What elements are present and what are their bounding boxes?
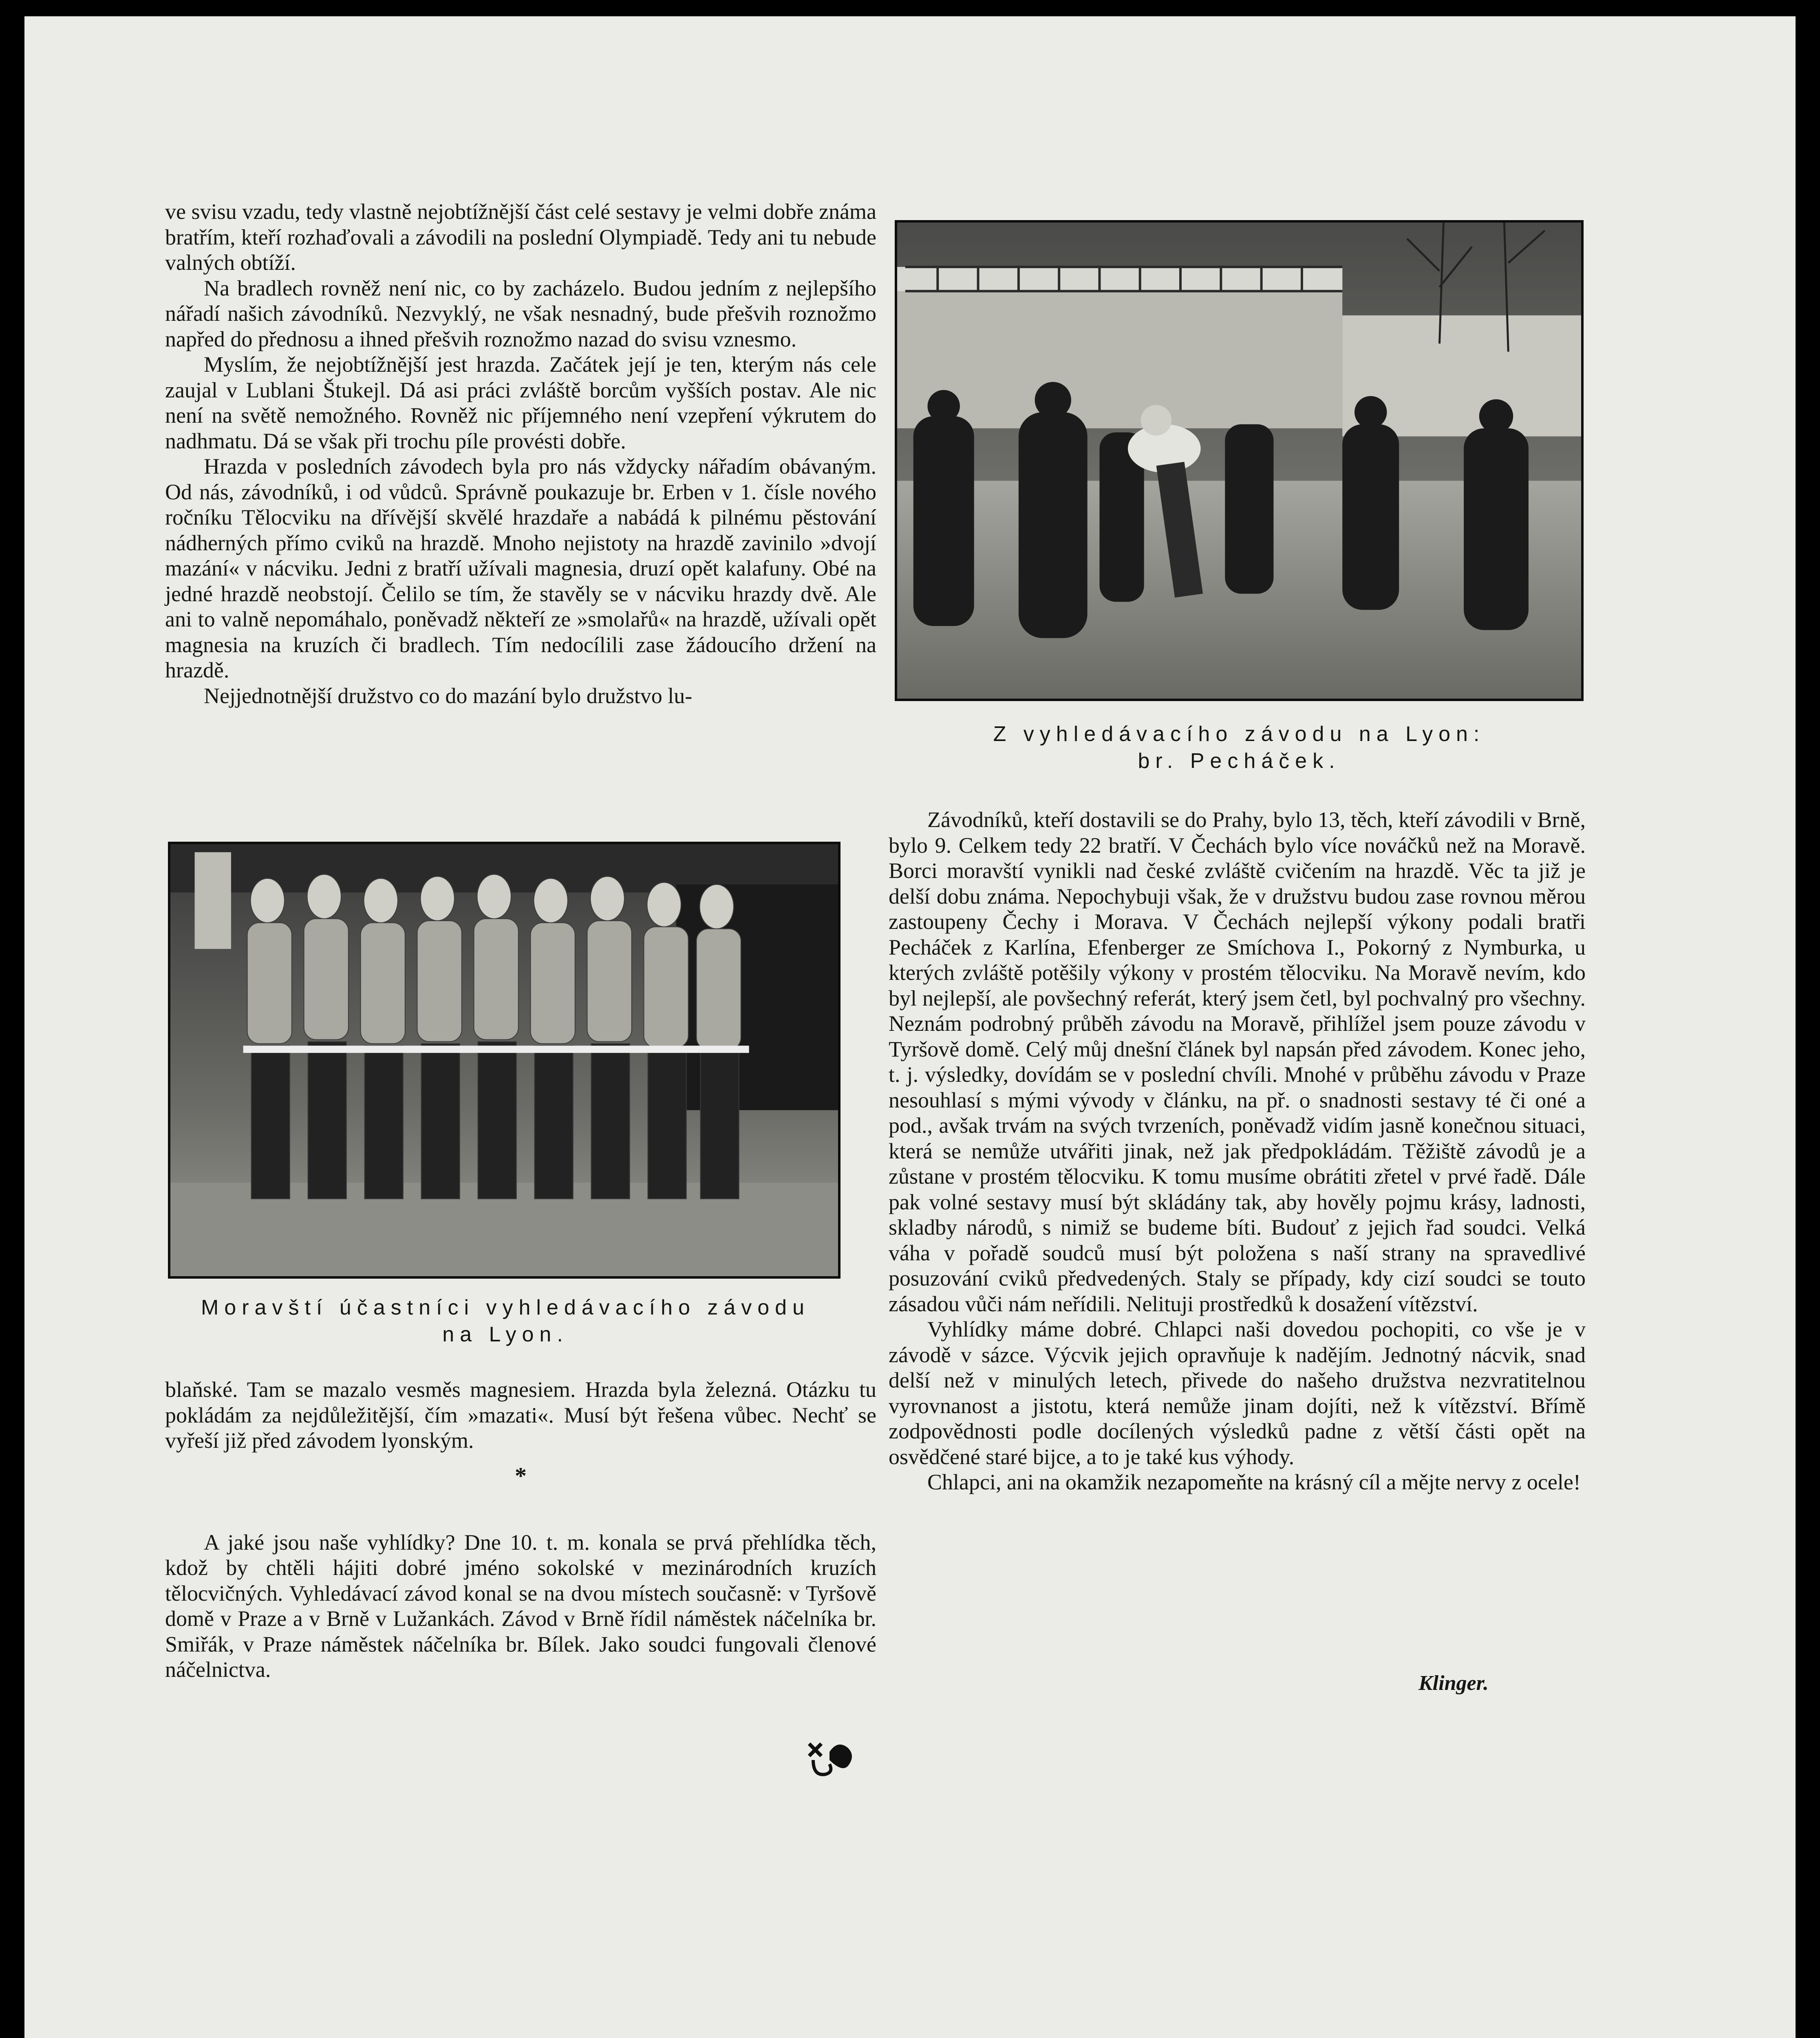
team-photo-caption <box>159 1294 852 1348</box>
section-asterisk: * <box>515 1462 527 1489</box>
paragraph: A jaké jsou naše vyhlídky? Dne 10. t. m. konala se prvá přehlídka těch, kdož by chtěli hájiti dobré jméno sokolské v mezinárodních kruzích tělocvičných. Vyhledávací závod konal se na dvou místech současně: v Tyršově domě v Praze a v Brně v Lužankách. Závod v Brně řídil náměstek náčelníka br. Smiřák, v Praze náměstek náčelníka br. Bílek. Jako soudci fungovali členové náčelnictva. <box>165 1530 876 1682</box>
exercise-photo-illustration <box>897 223 1581 699</box>
paragraph: Hrazda v posledních závodech byla pro nás vždycky nářadím obávaným. Od nás, závodníků, i od vůdců. Správně poukazuje br. Erben v 1. čísle nového ročníku Tělocviku na dřívější skvělé hrazdaře a nabádá k pilnému pěstování nádherných přímo cviků na hrazdě. Mnoho nejistoty na hrazdě zavinilo »dvojí mazání« v nácviku. Jedni z bratří užívali magnesia, druzí opět kalafuny. Obé na jedné hrazdě neobstojí. Čelilo se tím, že stavěly se v nácviku hrazdy dvě. Ale ani to valně nepomáhalo, poněvadž někteří ze »smolařů« na hrazdě, užívali opět magnesia na kruzích či bradlech. Tím nedocílili zase žádoucího držení na hrazdě. <box>165 454 876 682</box>
paragraph: Vyhlídky máme dobré. Chlapci naši dovedou pochopiti, co vše je v závodě v sázce. Výcvik jejich opravňuje k nadějím. Jednotný nácvik, snad delší než v minulých letech, přivede do našeho družstva nezvratitelnou vyrovnanost a jistotu, která nemůže jinam dojíti, než k vítězství. Břímě zodpovědnosti podle docílených výsledků padne z větší části opět na osvědčené staré bijce, a to je také kus výhody. <box>889 1317 1586 1469</box>
paragraph: ve svisu vzadu, tedy vlastně nejobtížnější část celé sestavy je velmi dobře známa bratřím, kteří rozhaďovali a závodili na poslední Olympiadě. Tedy ani tu nebude valných obtíží. <box>165 199 876 275</box>
caption-line: br. Pecháček. <box>1138 749 1341 773</box>
exercise-photo <box>895 220 1584 701</box>
paragraph: Myslím, že nejobtížnější jest hrazda. Začátek její je ten, kterým nás cele zaujal v Lublani Štukejl. Dá asi práci zvláště borcům vyšších postav. Ale nic není na světě nemožného. Rovněž nic příjemného není vzepření výkrutem do nadhmatu. Dá se však při trochu píle provésti dobře. <box>165 352 876 453</box>
paragraph: Chlapci, ani na okamžik nezapomeňte na krásný cíl a mějte nervy z ocele! <box>927 1470 1581 1494</box>
caption-line: Z vyhledávacího závodu na Lyon: <box>993 722 1485 746</box>
paragraph: Závodníků, kteří dostavili se do Prahy, bylo 13, těch, kteří závodili v Brně, bylo 9. Celkem tedy 22 bratří. V Čechách bylo více nováčků než na Moravě. Borci moravští vynikli nad české zvláště cvičením na hrazdě. Věc ta již je delší dobu známa. Nepochybuji však, že v družstvu budou zase rovnou měrou zastoupeny Čechy i Morava. V Čechách nejlepší výkony podali bratři Pecháček z Karlína, Efenberger ze Smíchova I., Pokorný z Nymburka, u kterých zvláště potěšily výkony v prostém tělocviku. Na Moravě nevím, kdo byl nejlepší, ale povšechný referát, který jsem četl, byl pochvalný pro všechny. Neznám podrobný průběh závodu na Moravě, přihlížel jsem pouze závodu v Tyršově domě. Celý můj dnešní článek byl napsán před závodem. Konec jeho, t. j. výsledky, dovídám se v poslední chvíli. Mnohé v průběhu závodu v Praze nesouhlasí s mými vývody v článku, na př. o snadnosti sestavy té či oné a pod., avšak trvám na svých tvrzeních, poněvadž vidím jasně konečnou situaci, která se nemůže utvářiti jinak, než jak předpokládám. Těžiště závodů je a zůstane v prostém tělocviku. K tomu musíme obrátiti zřetel v prvé řadě. Dále pak volné sestavy musí být skládány tak, aby hověly pojmu krásy, ladnosti, skladby národů, s nimiž se budeme bíti. Budouť z jejich řad soudci. Velká váha v pořadě soudců musí být položena s naší strany na spravedlivé posuzování cviků předvedených. Staly se případy, kdy cizí soudci se touto zásadou vůči nám neřídili. Nelituji prostředků k dosažení vítězství. <box>889 807 1586 1316</box>
right-column-text <box>889 807 1586 1495</box>
team-photo <box>168 842 841 1279</box>
paragraph: Na bradlech rovněž není nic, co by zacházelo. Budou jedním z nejlepšího nářadí našich závodníků. Nezvyklý, ne však nesnadný, bude přešvih roznožmo napřed do přednosu a ihned přešvih roznožmo nazad do svisu vznesmo. <box>165 276 876 351</box>
caption-line: Moravští účastníci vyhledávacího závodu <box>201 1296 810 1319</box>
ornament-icon <box>805 1736 858 1780</box>
exercise-photo-caption <box>885 721 1594 774</box>
left-column-top-text <box>165 199 876 708</box>
team-photo-illustration <box>170 844 838 1276</box>
magazine-page <box>24 16 1796 2038</box>
author-signature: Klinger. <box>1418 1672 1489 1695</box>
caption-line: na Lyon. <box>442 1323 569 1346</box>
paragraph: blaňské. Tam se mazalo vesměs magnesiem. Hrazda byla železná. Otázku tu pokládám za nejdůležitější, čím »mazati«. Musí být řešena vůbec. Nechť se vyřeší již před závodem lyonským. <box>165 1377 876 1453</box>
left-column-bottom-text <box>165 1377 876 1683</box>
paragraph: Nejjednotnější družstvo co do mazání bylo družstvo lu- <box>204 683 693 708</box>
